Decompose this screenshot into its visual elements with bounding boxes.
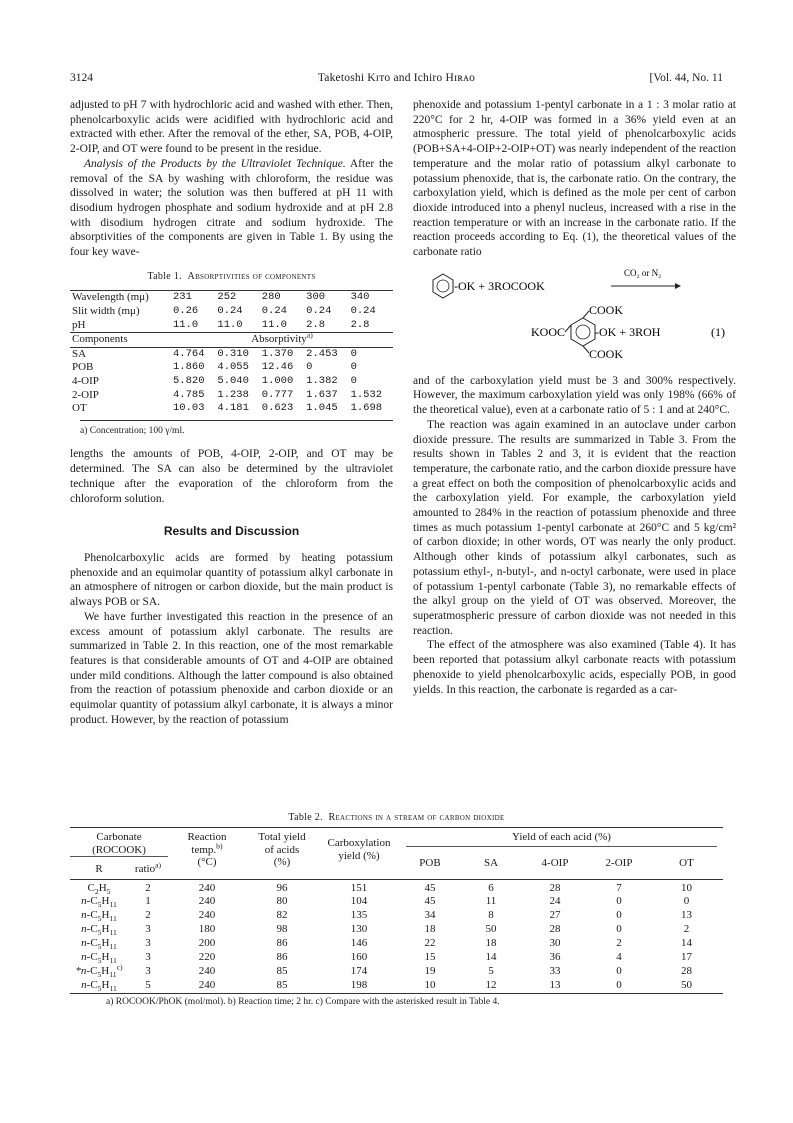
header-span-line [406, 846, 717, 847]
cell: 1.000 [261, 375, 294, 387]
cell-carb: 174 [350, 964, 368, 977]
cell-oip2: 2 [616, 937, 622, 950]
cell-sa: 50 [485, 923, 497, 936]
r-hydrogen: H [101, 909, 110, 922]
header-text: of acids [264, 843, 300, 856]
cell-ratio: 3 [145, 964, 151, 977]
cell: 0 [350, 375, 357, 387]
reactions-table-wrapper [70, 827, 723, 1007]
cell-oip4: 27 [549, 909, 561, 922]
paragraph-text: After the removal of the SA by washing with chloroform, the residue was dissolved in water; the solution was then buffered at pH 11 with disodium hydrogen phosphate and sodium hydroxide and at pH 2.8 with disodium hydrogen citrate and sodium hydroxide. The absorptivities of the components are given in Table 1. By using the four key wave- [70, 157, 393, 259]
r-sub2: 11 [109, 942, 117, 952]
cell: 280 [261, 291, 281, 304]
caption-number: Table 1. [147, 270, 182, 282]
component-name: SA [72, 347, 87, 360]
paragraph: We have further investigated this reaction in the presence of an excess amount of potassium aklyl carbonate. The results are summarized in Table 2. In this reaction, one of the most remarkable features is that considerable amounts of OT and 4-OIP are obtained under mild conditions. Although the latter compound is also obtained from the reaction of potassium phenoxide and carbon dioxide or an equimolar quantity of potassium alkyl carbonate, it is always a minor product. However, by the reaction of potassium [70, 610, 393, 726]
r-carbon: C [87, 881, 95, 894]
row-label: Wavelength (mμ) [72, 291, 149, 304]
cell-r [70, 895, 128, 909]
cell-sa: 6 [488, 881, 494, 894]
cell-r [70, 879, 128, 895]
paragraph: lengths the amounts of POB, 4-OIP, 2-OIP, and OT may be determined. The SA can also be determined by the ultraviolet technique after the evaporation of the chloroform from the chloroform solution. [70, 448, 393, 505]
cook-bottom: COOK [589, 346, 624, 361]
r-prefix: n- [81, 978, 91, 991]
cell-temp: 220 [198, 951, 216, 964]
paragraph: and of the carboxylation yield must be 3 and 300% respectively. However, the maximum carboxylation yield was only 198% (66% of the theoretical value), even at a carbonate ratio of 5 : 1 and at 240°C. [413, 374, 736, 417]
cell-oip4: 13 [549, 978, 561, 991]
cell-pob: 45 [424, 895, 436, 908]
r-sub2: 11 [109, 914, 117, 924]
table-row [70, 895, 723, 909]
arrow-head-icon [675, 283, 681, 289]
header-text: (°C) [197, 856, 217, 868]
r-hydrogen: H [101, 978, 110, 991]
cell-carb: 151 [350, 881, 368, 894]
section-title: Results and Discussion [163, 524, 300, 539]
cell: 11.0 [173, 318, 199, 331]
header-text: temp.$^{b)}$ [191, 840, 223, 856]
absorptivity-table [70, 290, 393, 415]
cell-temp: 200 [198, 937, 216, 950]
paragraph-title: Analysis of the Products by the Ultraviolet Technique. [84, 157, 346, 170]
header-text: (ROCOOK) [92, 843, 146, 856]
cell: 0 [350, 361, 357, 374]
ph-row [70, 319, 393, 333]
r-prefix: n- [81, 895, 91, 908]
paragraph [70, 157, 393, 260]
cell-carb: 130 [350, 923, 368, 936]
cell-r [70, 937, 128, 951]
cell: 1.637 [306, 388, 338, 401]
header-carboxylation [318, 828, 400, 880]
r-sub2: 11 [109, 956, 117, 966]
table-row [70, 375, 393, 389]
reactant-text: -OK + 3ROCOOK [454, 278, 545, 293]
header-total [246, 828, 318, 880]
product-text: -OK + 3ROH [595, 324, 661, 339]
cell: 300 [306, 291, 326, 304]
r-sub1: 2 [94, 886, 99, 896]
cell-ot: 0 [683, 895, 690, 908]
header-text: yield (%) [338, 849, 380, 862]
cell-r [70, 962, 128, 980]
paragraph: The reaction was again examined in an autoclave under carbon dioxide pressure. The results are summarized in Table 3. From the results shown in Tables 2 and 3, it is evident that the reaction temperature, the carbonate ratio, and the carbon dioxide pressure have a great effect on both the composition of phenolcarboxylic acids and the carboxylation yield. For example, the carboxylation yield amounted to 284% in the reaction of potassium phenoxide and three times as much potassium 1-pentyl carbonate at 260°C and 5 kg/cm² of carbon dioxide; in other words, OT was nearly the only product. Although other kinds of potassium alkyl carbonates, such as potassium ethyl-, n-butyl-, and n-octyl carbonate, were used in place of potassium 1-pentyl carbonate (Table 3), no remarkable effects of the alkyl group on the yield of OT was observed. Moreover, the superatmospheric pressure of carbon dioxide was not needed in this reaction. [413, 418, 736, 637]
r-sub2: 11 [109, 970, 117, 980]
header-text: temp. [191, 843, 217, 856]
cell-oip2: 0 [616, 909, 622, 922]
cell-sa: 5 [488, 964, 494, 977]
header-text: Yield of each acid (%) [512, 831, 611, 843]
cell-oip2: 0 [616, 895, 622, 908]
cell-oip4: 30 [549, 937, 561, 950]
author-line: Taketoshi Kɪᴛᴏ and Ichiro Hɪʀᴀᴏ [317, 72, 476, 84]
cell-oip2: 0 [616, 978, 622, 991]
r-sub1: 5 [97, 970, 102, 980]
cell-total: 85 [276, 978, 288, 991]
benzene-ring-icon [433, 274, 453, 298]
kooc-label: KOOC [531, 324, 566, 339]
cell-carb: 146 [350, 937, 368, 950]
cell: 0.26 [173, 305, 199, 318]
component-name: POB [72, 361, 94, 374]
r-sup: c) [116, 962, 123, 972]
cell: 4.785 [173, 388, 205, 401]
cell-total: 82 [276, 909, 288, 922]
component-name: OT [72, 402, 87, 415]
cell-pob: 18 [424, 923, 436, 936]
cell-oip2: 4 [616, 951, 622, 964]
row-label: pH [72, 318, 86, 331]
row-label: Slit width (mμ) [72, 305, 140, 318]
cell-temp: 240 [198, 964, 216, 977]
cell-total: 96 [276, 881, 288, 894]
cell: 0 [306, 361, 313, 374]
cell-oip2: 7 [616, 881, 622, 894]
cell-total: 80 [276, 895, 288, 908]
cell-r [70, 923, 128, 937]
cell: 11.0 [217, 318, 243, 331]
r-carbon: C [90, 951, 98, 964]
cell-carb: 104 [350, 895, 368, 908]
r-prefix: n- [81, 937, 91, 950]
r-hydrogen: H [98, 881, 107, 894]
r-sub1: 5 [97, 914, 102, 924]
r-sub2: 11 [109, 928, 117, 938]
cell-oip4: 24 [549, 895, 561, 908]
header-text: Reaction [187, 831, 227, 843]
r-prefix: *n- [75, 964, 91, 977]
cell: 0.310 [217, 347, 249, 360]
table-row [70, 347, 393, 361]
cell-sa: 12 [485, 978, 497, 991]
cell: 0.24 [217, 305, 243, 318]
cell-oip2: 0 [616, 923, 622, 936]
cell-oip4: 28 [549, 881, 561, 894]
header-each-acid [400, 828, 723, 857]
absorptivity-header [171, 330, 393, 348]
cell-carb: 135 [350, 909, 368, 922]
running-header [70, 72, 723, 88]
table-row [70, 389, 393, 403]
r-sub1: 5 [97, 900, 102, 910]
header-text: Total yield [258, 831, 306, 843]
header-pob: POB [419, 856, 441, 869]
header-4oip: 4-OIP [541, 856, 569, 869]
cell: 0.24 [350, 305, 376, 318]
components-label: Components [72, 333, 128, 346]
arrow-label: CO₂ or N₂ [624, 267, 662, 278]
cell-carb: 160 [350, 951, 368, 964]
cell-ratio: 3 [145, 923, 151, 936]
cell: 340 [350, 291, 370, 304]
cell: 1.382 [306, 375, 338, 387]
table2-footnote: a) ROCOOK/PhOK (mol/mol). b) Reaction time; 2 hr. c) Compare with the asterisked result in Table 4. [106, 996, 500, 1007]
cell: 0.24 [306, 305, 332, 318]
caption-number: Table 2. [288, 812, 323, 823]
cell-r [70, 979, 128, 993]
table-row [70, 923, 723, 937]
components-header-row [70, 333, 393, 348]
cell-sa: 8 [488, 909, 494, 922]
cell-ratio: 3 [145, 937, 151, 950]
cell: 0.777 [261, 388, 294, 401]
r-sub2: 11 [109, 984, 117, 994]
cell: 4.764 [173, 347, 205, 360]
cell-temp: 240 [198, 909, 216, 922]
cell: 1.698 [350, 402, 383, 415]
cell-ratio: 1 [145, 895, 151, 908]
cell: 5.820 [173, 375, 205, 387]
equation-number: (1) [711, 324, 725, 339]
cell-oip4: 28 [549, 923, 561, 936]
cell-ot: 50 [681, 978, 692, 991]
r-prefix: n- [81, 951, 91, 964]
header-r: R [70, 857, 128, 880]
cell-total: 86 [276, 937, 288, 950]
r-hydrogen: H [101, 895, 110, 908]
cell-total: 98 [276, 923, 288, 936]
table2-caption [70, 812, 723, 823]
header-temp [168, 828, 246, 880]
paragraph: The effect of the atmosphere was also examined (Table 4). It has been reported that potassium alkyl carbonate reacts with potassium phenoxide to yield phenolcarboxylic acids, especially POB, in good yields. In this reaction, the carbonate is regarded as a car- [413, 639, 736, 696]
cell-temp: 240 [198, 895, 216, 908]
cell: 2.8 [306, 318, 326, 331]
r-prefix: n- [81, 909, 91, 922]
header-carbonate [70, 828, 168, 857]
r-carbon: C [90, 895, 98, 908]
cell-pob: 45 [424, 881, 436, 894]
cell: 4.055 [217, 361, 249, 374]
cell: 0 [350, 347, 357, 360]
header-sa: SA [483, 856, 499, 869]
left-column [70, 98, 393, 727]
cell: 1.532 [350, 388, 383, 401]
cell-oip4: 36 [549, 951, 561, 964]
volume-info: [Vol. 44, No. 11 [649, 72, 723, 84]
cell-ot: 17 [681, 951, 692, 964]
cell: 2.453 [306, 347, 338, 360]
header-text: Carboxylation [327, 837, 391, 849]
cell: 1.370 [261, 347, 294, 360]
cell-ot: 28 [681, 964, 692, 977]
caption-text: Absorptivities of components [187, 270, 316, 282]
cell-sa: 11 [485, 895, 497, 908]
cell: 2.8 [350, 318, 370, 331]
wavelength-row [70, 291, 393, 305]
r-carbon: C [90, 923, 98, 936]
cell-pob: 34 [424, 909, 436, 922]
cell-r [70, 909, 128, 923]
header-text: (%) [273, 856, 291, 868]
cell: 0.24 [261, 305, 287, 318]
component-name: 2-OIP [72, 388, 99, 401]
table-row [70, 951, 723, 965]
cell: 11.0 [261, 318, 287, 331]
slit-row [70, 305, 393, 319]
cell-temp: 240 [198, 978, 216, 991]
table-row [70, 965, 723, 979]
cell-sa: 18 [485, 937, 497, 950]
table-header-row [70, 828, 723, 857]
r-hydrogen: H [101, 951, 110, 964]
cell: 4.181 [217, 402, 249, 415]
table-row [70, 937, 723, 951]
header-ratio: ratio$^{a)}$ [128, 857, 168, 880]
table-row [70, 402, 393, 416]
r-carbon: C [90, 937, 98, 950]
footnote-mark: a) [306, 330, 313, 340]
equation-1 [413, 262, 736, 370]
r-sub1: 5 [97, 942, 102, 952]
cell-ratio: 2 [145, 909, 151, 922]
reaction-scheme [413, 262, 736, 370]
cell: 0.623 [261, 402, 294, 415]
right-column [413, 98, 736, 697]
paragraph: adjusted to pH 7 with hydrochloric acid and washed with ether. Then, phenolcarboxylic acids were acidified with hydrochloric acid and extracted with ether. After the removal of the ether, SA, POB, 4-OIP, 2-OIP, and OT were found to be present in the residue. [70, 99, 393, 156]
cell-pob: 15 [424, 951, 436, 964]
cell: 1.045 [306, 402, 338, 415]
cell-oip4: 33 [549, 964, 561, 977]
r-hydrogen: H [101, 937, 110, 950]
reactions-table [70, 827, 723, 994]
r-sub1: 5 [97, 928, 102, 938]
cell-ot: 10 [681, 881, 692, 894]
cell-pob: 19 [424, 964, 436, 977]
table1-caption [70, 270, 393, 285]
cell: 1.238 [217, 388, 249, 401]
cell-ot: 14 [681, 937, 692, 950]
r-carbon: C [90, 909, 98, 922]
r-hydrogen: H [101, 923, 110, 936]
cell-total: 85 [276, 964, 288, 977]
cell: 5.040 [217, 375, 249, 387]
cell-total: 86 [276, 951, 288, 964]
header-text: ratio [134, 863, 156, 875]
r-sub2: 11 [109, 900, 117, 910]
cell: 231 [173, 291, 192, 304]
cell-ratio: 2 [145, 881, 151, 894]
r-sub2: 5 [106, 886, 111, 896]
cell-pob: 10 [424, 978, 436, 991]
cook-top: COOK [589, 302, 624, 317]
cell: 1.860 [173, 361, 205, 374]
r-prefix: n- [81, 923, 91, 936]
paragraph: phenoxide and potassium 1-pentyl carbonate in a 1 : 3 molar ratio at 220°C for 2 hr, 4-OIP was formed in a 36% yield even at an atmospheric pressure. The total yield of phenolcarboxylic acids (POB+SA+4-OIP+2-OIP+OT) was nearly independent of the reaction temperature and the molar ratio of potassium alkyl carbonate to potassium phenoxide, that is, the carbonate ratio. On the contrary, the carboxylation yield, which is defined as the mole per cent of carbon dioxide introduced into a phenyl nucleus, increased with a rise in the reaction temperature or with an increase in the carbonate ratio. If the reaction proceeds according to Eq. (1), the theoretical values of the carbonate ratio [413, 99, 736, 259]
header-ot: OT [679, 856, 694, 869]
table1-footnote: a) Concentration; 100 γ/ml. [80, 420, 393, 439]
header-2oip: 2-OIP [605, 856, 633, 869]
cell: 10.03 [173, 402, 205, 415]
cell-ot: 13 [681, 909, 692, 922]
cell: 252 [217, 291, 237, 304]
cell-sa: 14 [485, 951, 497, 964]
cell-carb: 198 [350, 978, 368, 991]
table-row [70, 909, 723, 923]
caption-text: Reactions in a stream of carbon dioxide [328, 812, 505, 823]
page-number: 3124 [70, 72, 93, 84]
header-text: Carbonate [96, 831, 142, 843]
table-row [70, 361, 393, 375]
absorptivity-label: Absorptivity [251, 333, 307, 346]
r-hydrogen: H [101, 964, 110, 977]
cell: 12.46 [261, 361, 294, 374]
cell-ot: 2 [683, 923, 690, 936]
cell-ratio: 5 [145, 978, 151, 991]
cell-ratio: 3 [145, 951, 151, 964]
r-sub1: 5 [97, 984, 102, 994]
table-row [70, 879, 723, 895]
cell-temp: 240 [198, 881, 216, 894]
cell-pob: 22 [424, 937, 436, 950]
r-carbon: C [90, 964, 98, 977]
cell-oip2: 0 [616, 964, 622, 977]
cell-temp: 180 [198, 923, 216, 936]
r-sub1: 5 [97, 956, 102, 966]
component-name: 4-OIP [72, 375, 99, 387]
paragraph: Phenolcarboxylic acids are formed by heating potassium phenoxide and an equimolar quantity of potassium alkyl carbonate in an atmosphere of nitrogen or carbon dioxide, but the main product is always POB or SA. [70, 552, 393, 609]
table-row [70, 979, 723, 993]
r-carbon: C [90, 978, 98, 991]
